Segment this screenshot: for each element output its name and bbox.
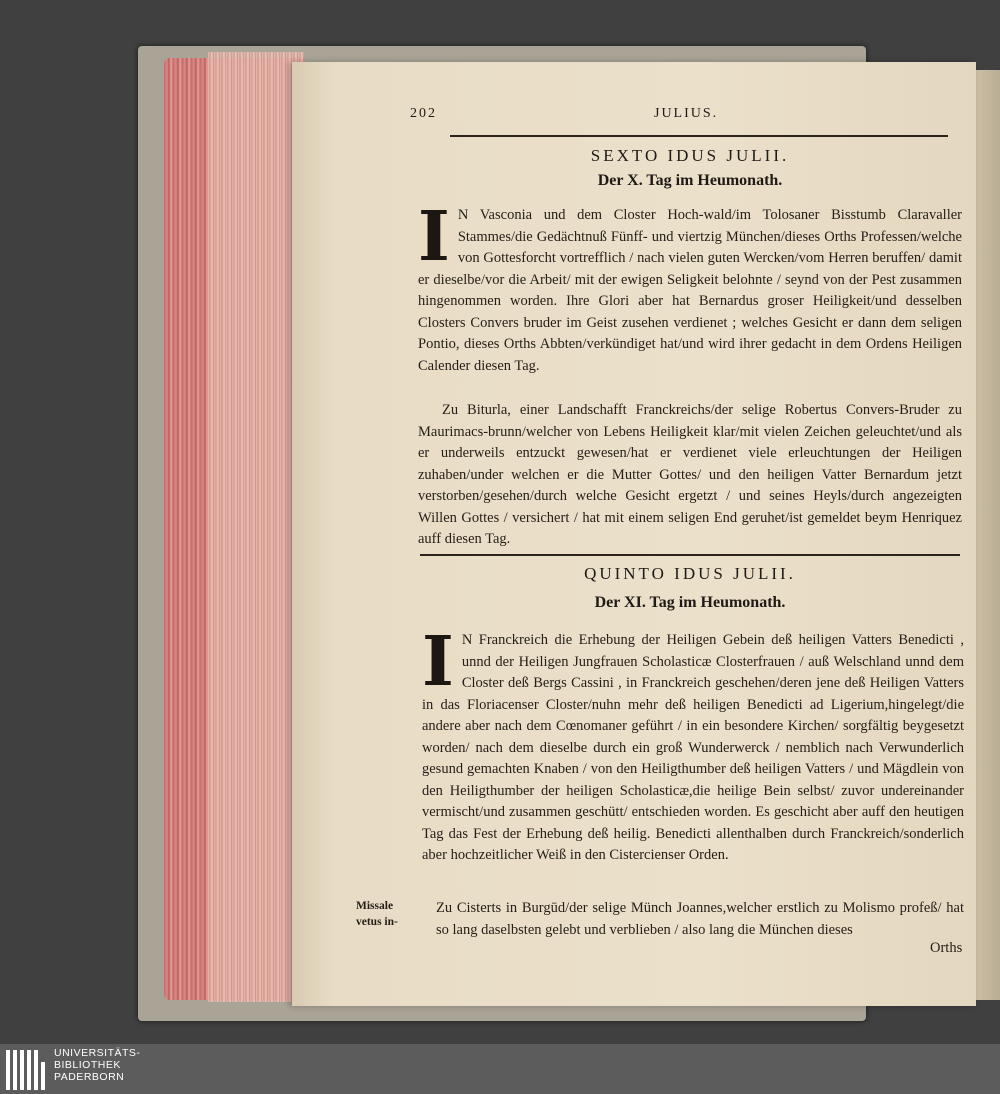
section2-dropcap: I bbox=[422, 622, 454, 702]
catchword: Orths bbox=[930, 940, 963, 956]
section1-paragraph-2: Zu Biturla, einer Landschafft Franckreichs/der selige Robertus Convers-Bruder zu Maurimacs-brunn/welcher von Lebens Heiligkeit klar/mit vielen Zeichen geleuchtet/und als er underweils entzuckt gewesen/hat er verdienet viele erleuchtungen der Heiligen zuhaben/under welchen er die Mutter Gottes/ und den heiligen Vatter Bernardum jetzt verstorben/gesehen/durch welche Gesicht ergetzt / und seines Heyls/durch angezeigten Willen Gottes / versichert / hat mit einem seligen End geruhet/ist gemeldet beym Henriquez auff diesen Tag. bbox=[418, 402, 962, 547]
section1-paragraph-1 bbox=[418, 197, 962, 377]
page-edges-inner bbox=[208, 52, 304, 1002]
facing-page-edge bbox=[972, 70, 1000, 1000]
margin-note-line-2: vetus in- bbox=[356, 916, 398, 928]
section1-heading: SEXTO IDUS JULII. bbox=[590, 146, 790, 165]
section2-heading: QUINTO IDUS JULII. bbox=[584, 564, 796, 583]
library-name-line-1: UNIVERSITÄTS- bbox=[54, 1047, 141, 1059]
section1-paragraph-1-text: N Vasconia und dem Closter Hoch-wald/im Tolosaner Bisstumb Claravaller Stammes/die Gedächtnuß Fünff- und viertzig München/dieses Orths Professen/welche von Gottesforcht vortrefflich / nach vielen guten Wercken/vom Herren beruffen/ damit er dieselbe/vor die Arbeit/ mit der ewigen Seligkeit belohnte / seynd von der Pest zusammen hingenommen worden. Ihre Glori aber hat Bernardus groser Heiligkeit/und desselben Closters Convers bruder im Geist zusehen verdienet ; welches Gesicht er dann dem seligen Pontio, dieses Orths Abbten/verkündiget hat/und wird ihrer gedacht in dem Ordens Heiligen Calender diesen Tag. bbox=[418, 207, 962, 374]
section2-paragraph-1-text: N Franckreich die Erhebung der Heiligen Gebein deß heiligen Vatters Benedicti , unnd der Heiligen Jungfrauen Scholasticæ Closterfrauen / auß Welschland unnd dem Closter deß Bergs Cassini , in Franckreich geschehen/deren jene deß Heiligen Vatters in das Floriacenser Closter/nuhn mehr deß heiligen Benedicti ad Ligerium,hingelegt/die andere aber nach dem Cœnomaner geführt / in ein besondere Kirchen/ sorgfältig beygesetzt worden/ nach dem dieselbe durch ein groß Wunderwerck / nemblich nach Verwunderlich gesund gemachten Knaben / von den Heiligthumber deß heiligen Vatters / und Mägdlein von den Heiligthumber der heiligen Scholasticæ,die heilige Bein selbst/ zuvor undereinander vermischt/und zusammen geschütt/ entschieden worden. Es geschicht aber auff den heutigen Tag das Fest der Erhebung deß heilig. Benedicti allenthalben durch Franckreich/sonderlich aber hochzeitlicher Weiß in den Cistercienser Orden. bbox=[422, 632, 964, 863]
library-logo-icon bbox=[6, 1050, 46, 1090]
section2-paragraph-1 bbox=[422, 622, 964, 867]
library-name bbox=[54, 1047, 140, 1083]
section1-dropcap: I bbox=[418, 197, 450, 277]
page-number: 202 bbox=[410, 106, 437, 121]
margin-note-line-1: Missale bbox=[356, 900, 394, 912]
month-title: JULIUS. bbox=[654, 106, 719, 121]
section-divider-rule bbox=[420, 554, 960, 556]
library-name-line-3: PADERBORN bbox=[54, 1071, 125, 1083]
section1-subheading: Der X. Tag im Heumonath. bbox=[597, 172, 783, 189]
section2-subheading: Der XI. Tag im Heumonath. bbox=[594, 594, 786, 611]
library-footer bbox=[0, 1044, 1000, 1094]
section2-paragraph-2: Zu Cisterts in Burgūd/der selige Münch Joannes,welcher erstlich zu Molismo profeß/ hat so lang daselbsten gelebt und verblieben / also lang die München dieses bbox=[436, 900, 964, 938]
margin-note bbox=[356, 898, 416, 930]
running-head bbox=[410, 106, 970, 130]
library-name-line-2: BIBLIOTHEK bbox=[54, 1059, 121, 1071]
header-rule bbox=[450, 135, 948, 137]
